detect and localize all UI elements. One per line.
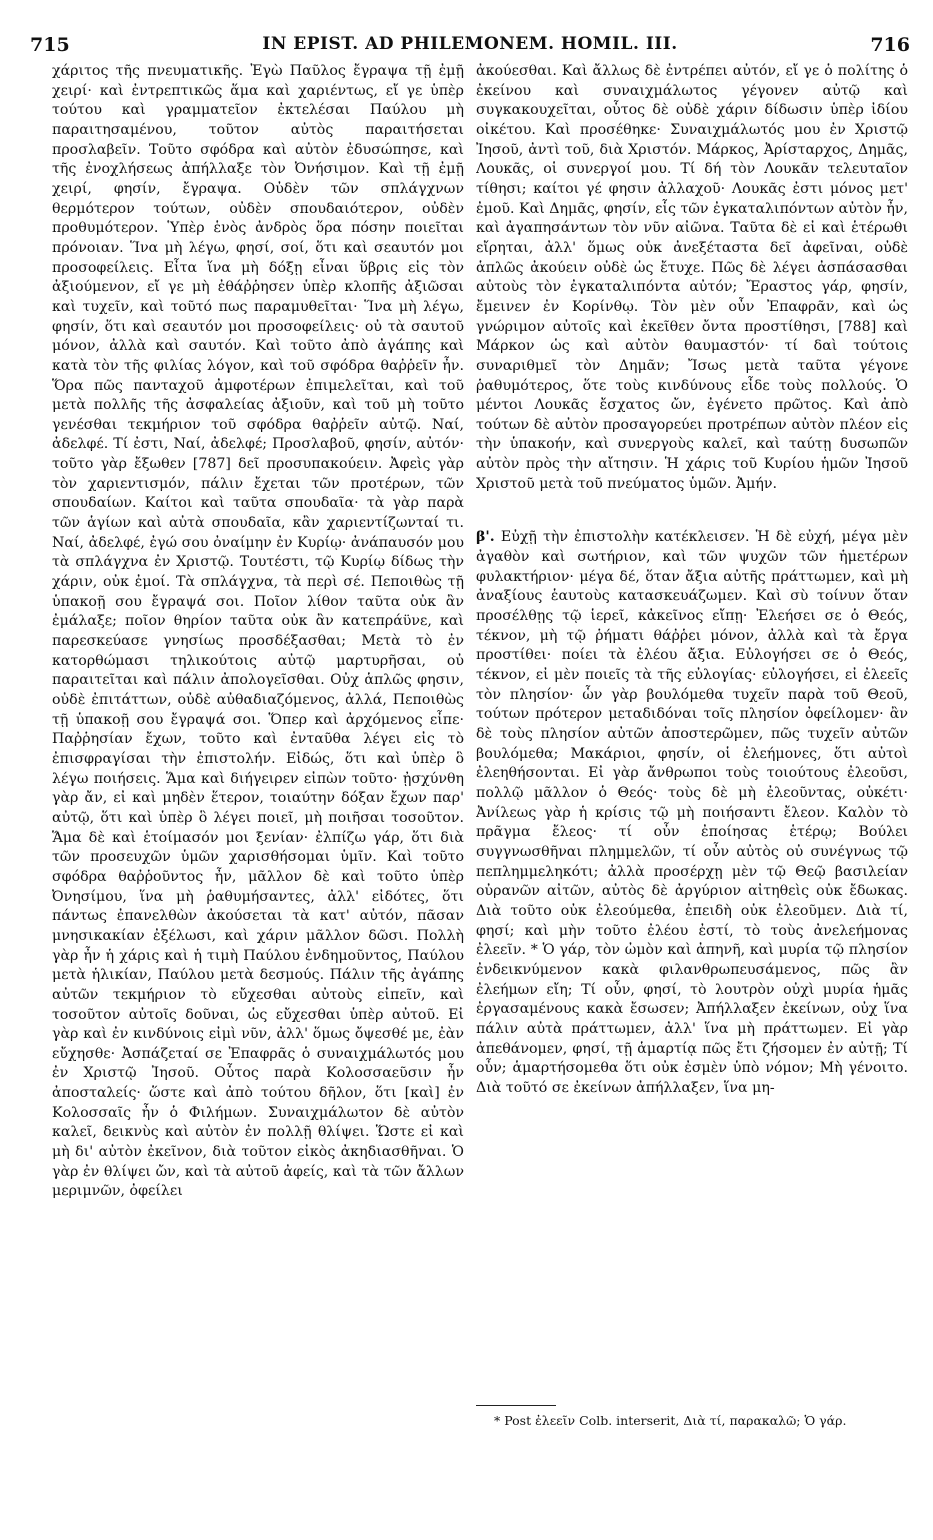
right-column bbox=[476, 62, 908, 1442]
left-column-text: χάριτος τῆς πνευματικῆς. Ἐγὼ Παῦλος ἔγραψα τῇ ἐμῇ χειρί· καὶ ἐντρεπτικῶς ἅμα καὶ χαριέντως, εἴ γε ὑπὲρ τούτου καὶ γραμματεῖον ἐκτελέσαι Παύλου μὴ παραιτησαμένου, τοῦτον αὐτὸς παραιτήσεται προσλαβεῖν. Τοῦτο σφόδρα καὶ αὐτὸν ἐδυσώπησε, καὶ τῆς ἐνοχλήσεως ἀπήλλαξε τὸν Ὀνήσιμον. Καὶ τῇ ἐμῇ χειρί, φησίν, ἔγραψα. Οὐδὲν τῶν σπλάγχνων θερμότερον τούτων, οὐδὲν σπουδαιότερον, οὐδὲν προθυμότερον. Ὑπὲρ ἑνὸς ἀνδρὸς ὅρα πόσην ποιεῖται πρόνοιαν. Ἵνα μὴ λέγω, φησί, σοί, ὅτι καὶ σεαυτόν μοι προσοφείλεις. Εἶτα ἵνα μὴ δόξῃ εἶναι ὕβρις εἰς τὸν ἀξιούμενον, εἴ γε μὴ ἐθάῤῥησεν ὑπὲρ κλοπῆς ἀξιῶσαι καὶ τυχεῖν, καὶ τοῦτό πως παραμυθεῖται· Ἵνα μὴ λέγω, φησίν, ὅτι καὶ σεαυτόν μοι προσοφείλεις· οὐ τὰ σαυτοῦ μόνον, ἀλλὰ καὶ σαυτόν. Καὶ τοῦτο ἀπὸ ἀγάπης καὶ κατὰ τὸν τῆς φιλίας λόγον, καὶ τοῦ σφόδρα θαῤῥεῖν ἦν. Ὅρα πῶς πανταχοῦ ἀμφοτέρων ἐπιμελεῖται, καὶ τοῦ μετὰ πολλῆς τῆς ἀσφαλείας ἀξιοῦν, καὶ τοῦ μὴ τοῦτο γενέσθαι τεκμήριον τοῦ σφόδρα θαῤῥεῖν αὐτῷ. Ναί, ἀδελφέ. Τί ἐστι, Ναί, ἀδελφέ; Προσλαβοῦ, φησίν, αὐτόν· τοῦτο γὰρ ἔξωθεν [787] δεῖ προσυπακούειν. Ἀφεὶς γὰρ τὸν χαριεντισμόν, πάλιν ἔχεται τῶν προτέρων, τῶν σπουδαίων. Καίτοι καὶ ταῦτα σπουδαῖα· τὰ γὰρ παρὰ τῶν ἁγίων καὶ αὐτὰ σπουδαῖα, κἂν χαριεντίζωνταί τι. Ναί, ἀδελφέ, ἐγώ σου ὀναίμην ἐν Κυρίῳ· ἀνάπαυσόν μου τὰ σπλάγχνα ἐν Χριστῷ. Τουτέστι, τῷ Κυρίῳ δίδως τὴν χάριν, οὐκ ἐμοί. Τὰ σπλάγχνα, τὰ περὶ σέ. Πεποιθὼς τῇ ὑπακοῇ σου ἔγραψά σοι. Ποῖον λίθον ταῦτα οὐκ ἂν ἐμάλαξε; ποῖον θηρίον ταῦτα οὐκ ἂν κατεπράϋνε, καὶ παρεσκεύασε γνησίως προσδέξασθαι; Μετὰ τὸ ἐν κατορθώμασι τηλικούτοις αὐτῷ μαρτυρῆσαι, οὐ παραιτεῖται καὶ πάλιν ἀπολογεῖσθαι. Οὐχ ἁπλῶς φησιν, οὐδὲ ἐπιτάττων, οὐδὲ αὐθαδιαζόμενος, ἀλλά, Πεποιθὼς τῇ ὑπακοῇ σου ἔγραψά σοι. Ὅπερ καὶ ἀρχόμενος εἶπε· Παῤῥησίαν ἔχων, τοῦτο καὶ ἐνταῦθα λέγει εἰς τὸ ἐπισφραγίσαι τὴν ἐπιστολήν. Εἰδώς, ὅτι καὶ ὑπὲρ ὃ λέγω ποιήσεις. Ἅμα καὶ διήγειρεν εἰπὼν τοῦτο· ᾐσχύνθη γὰρ ἄν, εἰ καὶ μηδὲν ἕτερον, τοιαύτην δόξαν ἔχων παρ' αὐτῷ, ὅτι καὶ ὑπὲρ ὃ λέγει ποιεῖ, μὴ ποιῆσαι τοσοῦτον. Ἅμα δὲ καὶ ἑτοίμασόν μοι ξενίαν· ἐλπίζω γάρ, ὅτι διὰ τῶν προσευχῶν ὑμῶν χαρισθήσομαι ὑμῖν. Καὶ τοῦτο σφόδρα θαῤῥοῦντος ἦν, μᾶλλον δὲ καὶ τοῦτο ὑπὲρ Ὀνησίμου, ἵνα μὴ ῥαθυμήσαντες, ἀλλ' εἰδότες, ὅτι πάντως ἐπανελθὼν ἀκούσεται τὰ κατ' αὐτόν, πᾶσαν μνησικακίαν ἐξέλωσι, καὶ χάριν μᾶλλον δῶσι. Πολλὴ γὰρ ἦν ἡ χάρις καὶ ἡ τιμὴ Παύλου ἐνδημοῦντος, Παύλου μετὰ ἡλικίαν, Παύλου μετὰ δεσμούς. Πάλιν τῆς ἀγάπης αὐτῶν τεκμήριον τὸ εὔχεσθαι αὐτοὺς εἰπεῖν, καὶ τοσοῦτον αὐτοῖς δοῦναι, ὡς εὔχεσθαι ὑπὲρ αὐτοῦ. Εἰ γὰρ καὶ ἐν κινδύνοις εἰμὶ νῦν, ἀλλ' ὅμως ὄψεσθέ με, ἐὰν εὔχησθε· Ἀσπάζεταί σε Ἐπαφρᾶς ὁ συναιχμάλωτός μου ἐν Χριστῷ Ἰησοῦ. Οὗτος παρὰ Κολοσσαεῦσιν ἦν ἀποσταλείς· ὥστε καὶ ἀπὸ τούτου δῆλον, ὅτι [καὶ] ἐν Κολοσσαῖς ἦν ὁ Φιλήμων. Συναιχμάλωτον δὲ αὐτὸν καλεῖ, δεικνὺς καὶ αὐτὸν ἐν πολλῇ θλίψει. Ὥστε εἰ καὶ μὴ δι' αὐτὸν ἐκεῖνον, διὰ τοῦτον εἰκὸς ἀκηδιασθῆναι. Ὁ γὰρ ἐν θλίψει ὤν, καὶ τὰ αὐτοῦ ἀφείς, καὶ τὰ τῶν ἄλλων μεριμνῶν, ὀφείλει bbox=[52, 63, 464, 1200]
right-column-paragraph-2: β'. Εὐχῇ τὴν ἐπιστολὴν κατέκλεισεν. Ἡ δὲ εὐχή, μέγα μὲν ἀγαθὸν καὶ σωτήριον, καὶ τῶν ψυχῶν τῶν ἡμετέρων φυλακτήριον· μέγα δέ, ὅταν ἄξια αὐτῆς πράττωμεν, καὶ μὴ ἀναξίους ἑαυτοὺς κατασκευάζωμεν. Καὶ σὺ τοίνυν ὅταν προσέλθῃς τῷ ἱερεῖ, κἀκεῖνος εἴπῃ· Ἐλεήσει σε ὁ Θεός, τέκνον, μὴ τῷ ῥήματι θάῤῥει μόνον, ἀλλὰ καὶ τὰ ἔργα προστίθει· ποίει τὰ ἐλέου ἄξια. Εὐλογήσει σε ὁ Θεός, τέκνον, εἰ μὲν ποιεῖς τὰ τῆς εὐλογίας· εὐλογήσει, εἰ ἐλεεῖς τὸν πλησίον· ὧν γὰρ βουλόμεθα τυχεῖν παρὰ τοῦ Θεοῦ, τούτων πρότερον μεταδιδόναι τοῖς πλησίον ὀφείλομεν· ἂν δὲ τοὺς πλησίον αὐτῶν ἀποστερῶμεν, πῶς τυχεῖν αὐτῶν βουλόμεθα; Μακάριοι, φησίν, οἱ ἐλεήμονες, ὅτι αὐτοὶ ἐλεηθήσονται. Εἰ γὰρ ἄνθρωποι τοὺς τοιούτους ἐλεοῦσι, πολλῷ μᾶλλον ὁ Θεός· τοὺς δὲ μὴ ἐλεοῦντας, οὐκέτι· Ἀνίλεως γὰρ ἡ κρίσις τῷ μὴ ποιήσαντι ἔλεον. Καλὸν τὸ πρᾶγμα ἔλεος· τί οὖν ἐποίησας ἑτέρῳ; Βούλει συγγνωσθῆναι πλημμελῶν, τί οὖν αὐτὸς οὐ συνέγνως τῷ πεπλημμεληκότι; ἀλλὰ προσέρχῃ μὲν τῷ Θεῷ βασιλείαν οὐρανῶν αἰτῶν, αὐτὸς δὲ ἀργύριον αἰτηθεὶς οὐκ ἔδωκας. Διὰ τοῦτο οὐκ ἐλεούμεθα, ἐπειδὴ οὐκ ἐλεοῦμεν. Διὰ τί, φησί; καὶ μὴν τοῦτο ἐλέου ἐστί, τὸ τοὺς ἀνελεήμονας ἐλεεῖν. * Ὁ γάρ, τὸν ὠμὸν καὶ ἀπηνῆ, καὶ μυρία τῷ πλησίον ἐνδεικνύμενον κακὰ φιλανθρωπευσάμενος, πῶς ἂν ἐλεήμων εἴη; Τί οὖν, φησί, τὸ λουτρὸν οὐχὶ μυρία ἡμᾶς ἐργασαμένους κακὰ ἔσωσεν; Ἀπήλλαξεν ἐκείνων, οὐχ ἵνα πάλιν αὐτὰ πράττωμεν, ἀλλ' ἵνα μὴ πράττωμεν. Εἰ γὰρ ἀπεθάνομεν, φησί, τῇ ἁμαρτίᾳ πῶς ἔτι ζήσομεν ἐν αὐτῇ; Τί οὖν; ἁμαρτήσομεθα ὅτι οὐκ ἐσμὲν ὑπὸ νόμον; Μὴ γένοιτο. Διὰ τοῦτό σε ἐκείνων ἀπήλλαξεν, ἵνα μη- bbox=[476, 529, 908, 1096]
page-number-right: 716 bbox=[870, 34, 910, 56]
left-column bbox=[52, 62, 464, 1488]
page-number-left: 715 bbox=[30, 34, 70, 56]
page-header bbox=[30, 34, 910, 64]
footnote-rule bbox=[476, 1405, 556, 1406]
right-column-paragraph-1: ἀκούεσθαι. Καὶ ἄλλως δὲ ἐντρέπει αὐτόν, εἴ γε ὁ πολίτης ὁ ἐκείνου καὶ συναιχμάλωτος γέγονεν αὐτῷ καὶ συγκακουχεῖται, οὗτος δὲ οὐδὲ χάριν δίδωσιν ὑπὲρ ἰδίου οἰκέτου. Καὶ προσέθηκε· Συναιχμάλωτός μου ἐν Χριστῷ Ἰησοῦ, ἀντὶ τοῦ, διὰ Χριστόν. Μάρκος, Ἀρίσταρχος, Δημᾶς, Λουκᾶς, οἱ συνεργοί μου. Τί δή τὸν Λουκᾶν τελευταῖον τίθησι; καίτοι γέ φησιν ἀλλαχοῦ· Λουκᾶς ἐστι μόνος μετ' ἐμοῦ. Καὶ Δημᾶς, φησίν, εἷς τῶν ἐγκαταλιπόντων αὐτὸν ἦν, καὶ ἀγαπησάντων τὸν νῦν αἰῶνα. Ταῦτα δὲ εἰ καὶ ἑτέρωθι εἴρηται, ἀλλ' ὅμως οὐκ ἀνεξέταστα δεῖ ἀφεῖναι, οὐδὲ ἁπλῶς ἀκούειν οὐδὲ ὡς ἔτυχε. Πῶς δὲ λέγει ἀσπάσασθαι αὐτοὺς τὸν ἐγκαταλιπόντα αὐτόν; Ἔραστος γάρ, φησίν, ἔμεινεν ἐν Κορίνθῳ. Τὸν μὲν οὖν Ἐπαφρᾶν, καὶ ὡς γνώριμον αὐτοῖς καὶ ἐκεῖθεν ὄντα προστίθησι, [788] καὶ Μάρκον ὡς καὶ αὐτὸν θαυμαστόν· τί δαὶ τούτοις συναριθμεῖ τὸν Δημᾶν; Ἴσως μετὰ ταῦτα γέγονε ῥαθυμότερος, ὅτε τοὺς κινδύνους εἶδε τοὺς πολλούς. Ὁ μέντοι Λουκᾶς ἔσχατος ὤν, ἐγένετο πρῶτος. Καὶ ἀπὸ τούτων δὲ αὐτὸν προσαγορεύει προτρέπων αὐτὸν πλέον εἰς τὴν ὑπακοήν, καὶ συνεργοὺς καλεῖ, καὶ ταύτῃ δυσωπῶν αὐτὸν πρὸς τὴν αἴτησιν. Ἡ χάρις τοῦ Κυρίου ἡμῶν Ἰησοῦ Χριστοῦ μετὰ τοῦ πνεύματος ὑμῶν. Ἀμήν. bbox=[476, 63, 908, 492]
running-title: IN EPIST. AD PHILEMONEM. HOMIL. III. bbox=[262, 34, 678, 54]
footnote: * Post ἐλεεῖν Colb. interserit, Διὰ τί, παρακαλῶ; Ὁ γάρ. bbox=[494, 1413, 847, 1428]
